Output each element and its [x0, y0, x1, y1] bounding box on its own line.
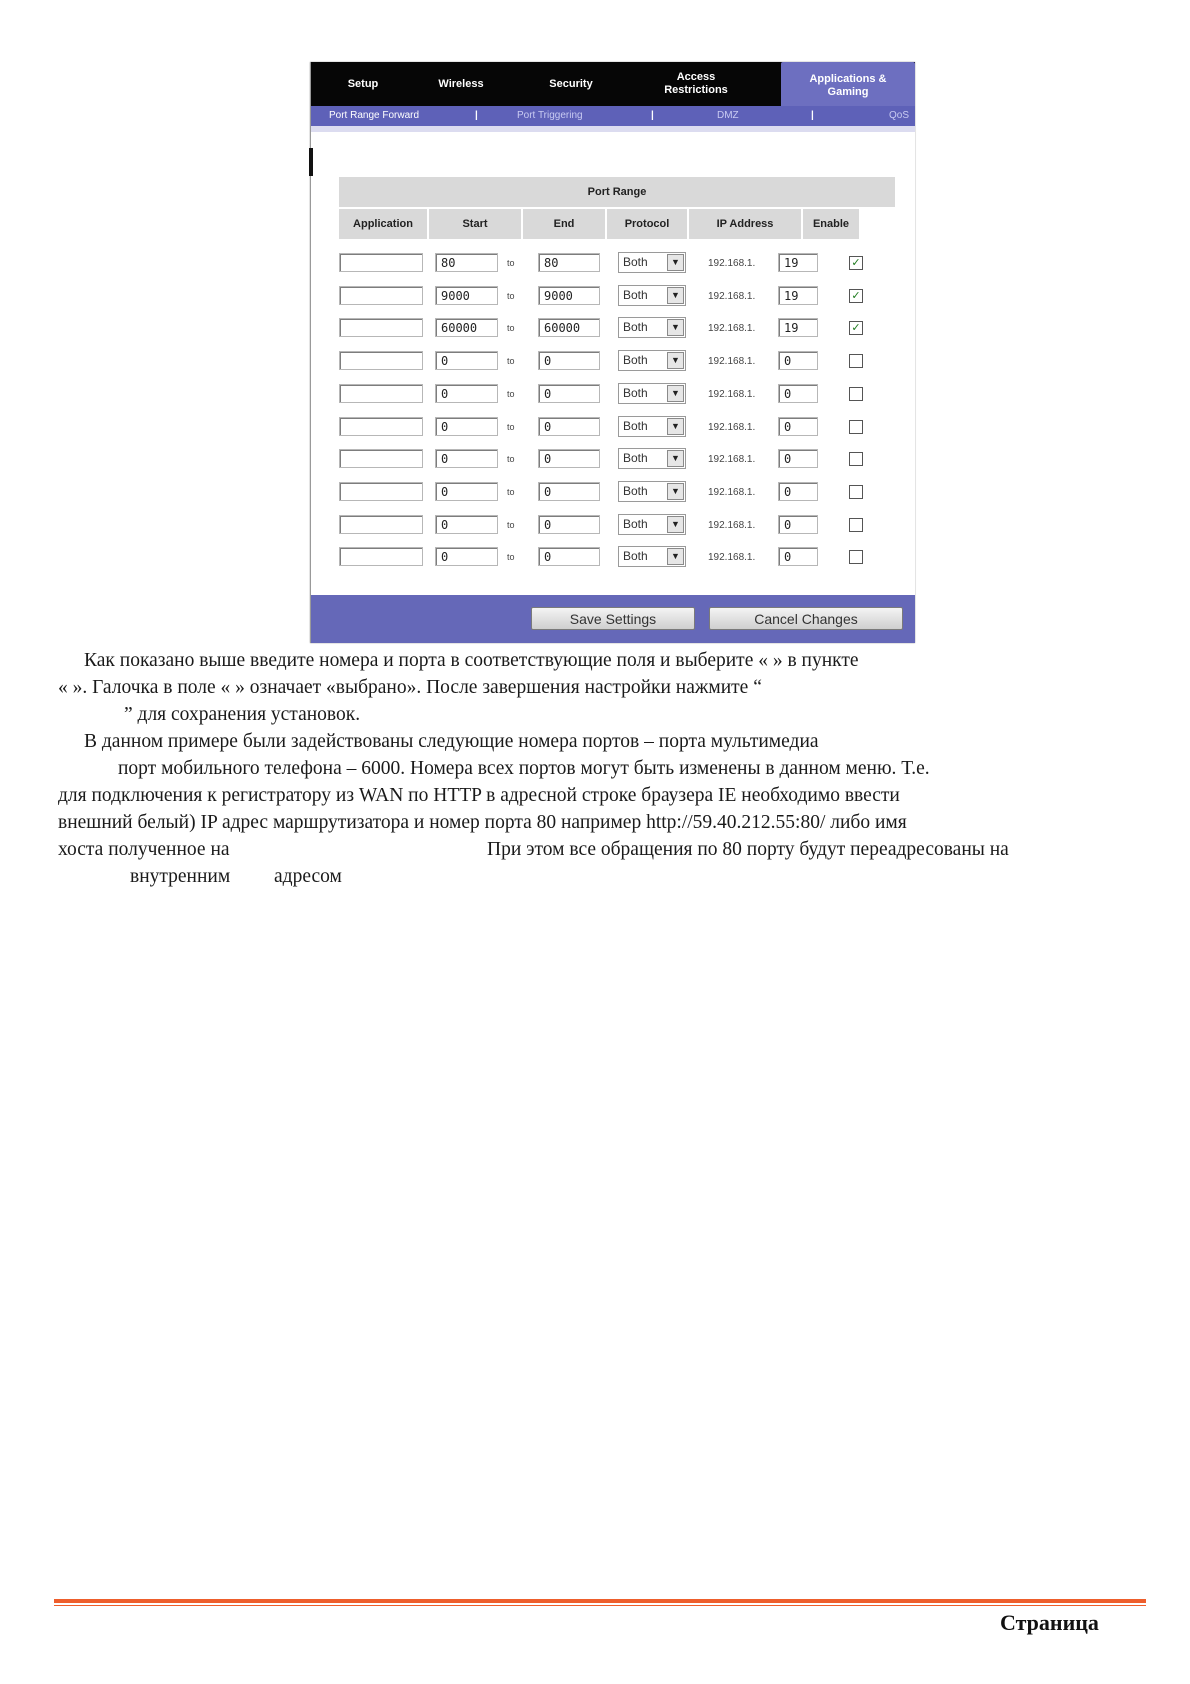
protocol-value: Both: [623, 385, 648, 400]
para2-line6a: внутренним: [130, 866, 231, 887]
enable-checkbox[interactable]: [849, 550, 863, 564]
left-marker: [309, 148, 313, 176]
sub-nav: [311, 106, 915, 126]
protocol-select[interactable]: [618, 546, 686, 567]
ip-suffix-input[interactable]: 19: [778, 253, 818, 272]
check-icon: ✓: [851, 322, 861, 335]
col-start: Start: [429, 209, 521, 239]
cancel-changes-button[interactable]: Cancel Changes: [709, 607, 903, 630]
col-enable: Enable: [803, 209, 859, 239]
enable-checkbox[interactable]: [849, 485, 863, 499]
application-input[interactable]: [339, 449, 423, 468]
para1-line1: Как показано выше введите номера и порта в соответствующие поля и выберите « » в пункте: [84, 650, 859, 671]
port-range-header: Port Range: [339, 177, 895, 207]
page-label: Страница: [1000, 1610, 1099, 1635]
end-port-input[interactable]: 0: [538, 547, 600, 566]
start-port-input[interactable]: 0: [435, 417, 498, 436]
footer-rule-thin: [54, 1605, 1146, 1606]
check-icon: ✓: [851, 289, 861, 302]
table-row: [339, 478, 895, 508]
protocol-select[interactable]: [618, 350, 686, 371]
protocol-value: Both: [623, 320, 648, 335]
para1-line2: « ». Галочка в поле « » означает «выбрано». После завершения настройки нажмите “: [58, 677, 762, 698]
para2-line1: В данном примере были задействованы следующие номера портов – порта мультимедиа: [84, 731, 819, 752]
ip-suffix-input[interactable]: 19: [778, 286, 818, 305]
protocol-select[interactable]: [618, 416, 686, 437]
bottom-bar: [311, 595, 915, 643]
ip-suffix-input[interactable]: 0: [778, 515, 818, 534]
table-row: [339, 380, 895, 410]
subtab-dmz[interactable]: DMZ: [717, 110, 739, 121]
to-label: to: [507, 486, 515, 497]
application-input[interactable]: [339, 417, 423, 436]
ip-prefix: 192.168.1.: [708, 356, 756, 368]
end-port-input[interactable]: 9000: [538, 286, 600, 305]
end-port-input[interactable]: 0: [538, 449, 600, 468]
enable-checkbox[interactable]: [849, 289, 863, 303]
to-label: to: [507, 290, 515, 301]
para1-line3: ” для сохранения установок.: [124, 704, 361, 725]
chevron-down-icon: ▼: [667, 385, 684, 402]
enable-checkbox[interactable]: [849, 354, 863, 368]
ip-prefix: 192.168.1.: [708, 323, 756, 335]
start-port-input[interactable]: 80: [435, 253, 498, 272]
para2-line4: внешний белый) IP адрес маршрутизатора и номер порта 80 например http://59.40.212.55:80/ либо имя: [58, 812, 907, 833]
to-label: to: [507, 323, 515, 334]
protocol-select[interactable]: [618, 448, 686, 469]
start-port-input[interactable]: 0: [435, 515, 498, 534]
protocol-select[interactable]: [618, 383, 686, 404]
subtab-qos[interactable]: QoS: [889, 110, 910, 121]
enable-checkbox[interactable]: [849, 452, 863, 466]
to-label: to: [507, 421, 515, 432]
protocol-select[interactable]: [618, 252, 686, 273]
ip-prefix: 192.168.1.: [708, 552, 756, 564]
start-port-input[interactable]: 9000: [435, 286, 498, 305]
tab-access-restrictions[interactable]: Access Restrictions: [664, 71, 728, 96]
to-label: to: [507, 519, 515, 530]
protocol-value: Both: [623, 516, 648, 531]
ip-suffix-input[interactable]: 0: [778, 417, 818, 436]
end-port-input[interactable]: 60000: [538, 318, 600, 337]
sub-sep: |: [475, 110, 478, 121]
start-port-input[interactable]: 0: [435, 351, 498, 370]
end-port-input[interactable]: 0: [538, 384, 600, 403]
sub-sep: |: [651, 110, 654, 121]
table-row: [339, 347, 895, 377]
table-row: [339, 511, 895, 541]
col-end: End: [523, 209, 605, 239]
protocol-value: Both: [623, 353, 648, 368]
chevron-down-icon: ▼: [667, 352, 684, 369]
chevron-down-icon: ▼: [667, 483, 684, 500]
chevron-down-icon: ▼: [667, 450, 684, 467]
application-input[interactable]: [339, 286, 423, 305]
ip-prefix: 192.168.1.: [708, 258, 756, 269]
chevron-down-icon: ▼: [667, 548, 684, 565]
ip-prefix: 192.168.1.: [708, 290, 756, 302]
table-row: [339, 282, 895, 312]
to-label: to: [507, 552, 515, 563]
to-label: to: [507, 356, 515, 367]
chevron-down-icon: ▼: [667, 287, 684, 304]
end-port-input[interactable]: 0: [538, 515, 600, 534]
tab-applications-gaming[interactable]: Applications & Gaming: [781, 62, 915, 110]
start-port-input[interactable]: 0: [435, 449, 498, 468]
table-row: [339, 249, 895, 279]
chevron-down-icon: ▼: [667, 418, 684, 435]
subtab-port-range-forward[interactable]: Port Range Forward: [329, 110, 420, 121]
ip-suffix-input[interactable]: 0: [778, 449, 818, 468]
application-input[interactable]: [339, 384, 423, 403]
chevron-down-icon: ▼: [667, 319, 684, 336]
save-settings-button[interactable]: Save Settings: [531, 607, 695, 630]
router-screenshot: [310, 62, 915, 643]
ip-suffix-input[interactable]: 19: [778, 318, 818, 337]
to-label: to: [507, 454, 515, 465]
ip-suffix-input[interactable]: 0: [778, 547, 818, 566]
protocol-value: Both: [623, 483, 648, 498]
end-port-input[interactable]: 0: [538, 417, 600, 436]
end-port-input[interactable]: 80: [538, 253, 600, 272]
para2-line5b: При этом все обращения по 80 порту будут переадресованы на: [487, 839, 1009, 860]
ip-prefix: 192.168.1.: [708, 388, 756, 400]
ip-suffix-input[interactable]: 0: [778, 482, 818, 501]
start-port-input[interactable]: 0: [435, 482, 498, 501]
col-ip-address: IP Address: [689, 209, 801, 239]
col-protocol: Protocol: [607, 209, 687, 239]
to-label: to: [507, 388, 515, 399]
enable-checkbox[interactable]: [849, 256, 863, 270]
table-row: [339, 445, 895, 475]
protocol-value: Both: [623, 287, 648, 302]
para2-line5a: хоста полученное на: [58, 839, 230, 860]
start-port-input[interactable]: 60000: [435, 318, 498, 337]
chevron-down-icon: ▼: [667, 516, 684, 533]
enable-checkbox[interactable]: [849, 518, 863, 532]
protocol-select[interactable]: [618, 514, 686, 535]
table-row: [339, 314, 895, 344]
tab-security[interactable]: Security: [549, 77, 593, 90]
application-input[interactable]: [339, 482, 423, 501]
end-port-input[interactable]: 0: [538, 482, 600, 501]
application-input[interactable]: [339, 351, 423, 370]
application-input[interactable]: [339, 547, 423, 566]
tab-wireless[interactable]: Wireless: [438, 77, 484, 90]
ip-prefix: 192.168.1.: [708, 486, 756, 498]
to-label: to: [507, 258, 515, 268]
tab-setup[interactable]: Setup: [347, 77, 379, 90]
protocol-select[interactable]: [618, 285, 686, 306]
check-icon: ✓: [851, 257, 861, 269]
protocol-value: Both: [623, 451, 648, 466]
protocol-select[interactable]: [618, 481, 686, 502]
ip-suffix-input[interactable]: 0: [778, 384, 818, 403]
application-input[interactable]: [339, 515, 423, 534]
para2-line3: для подключения к регистратору из WAN по HTTP в адресной строке браузера IE необходимо ввести: [58, 785, 900, 806]
subtab-port-triggering[interactable]: Port Triggering: [517, 110, 583, 121]
protocol-value: Both: [623, 549, 648, 564]
application-input[interactable]: [339, 253, 423, 272]
enable-checkbox[interactable]: [849, 387, 863, 401]
application-input[interactable]: [339, 318, 423, 337]
enable-checkbox[interactable]: [849, 321, 863, 335]
ip-suffix-input[interactable]: 0: [778, 351, 818, 370]
protocol-value: Both: [623, 255, 648, 269]
protocol-value: Both: [623, 418, 648, 433]
para2-line6b: адресом: [274, 866, 342, 887]
para2-line2: порт мобильного телефона – 6000. Номера всех портов могут быть изменены в данном меню. Т.е.: [118, 758, 930, 779]
end-port-input[interactable]: 0: [538, 351, 600, 370]
start-port-input[interactable]: 0: [435, 384, 498, 403]
table-row: [339, 543, 895, 573]
enable-checkbox[interactable]: [849, 420, 863, 434]
ip-prefix: 192.168.1.: [708, 454, 756, 466]
top-nav: [311, 62, 915, 106]
table-row: [339, 413, 895, 443]
footer-rule-thick: [54, 1599, 1146, 1603]
col-application: Application: [339, 209, 427, 239]
chevron-down-icon: ▼: [667, 254, 684, 271]
protocol-select[interactable]: [618, 317, 686, 338]
start-port-input[interactable]: 0: [435, 547, 498, 566]
subnav-underline: [311, 126, 915, 132]
ip-prefix: 192.168.1.: [708, 421, 756, 433]
sub-sep: |: [811, 110, 814, 121]
ip-prefix: 192.168.1.: [708, 519, 756, 531]
